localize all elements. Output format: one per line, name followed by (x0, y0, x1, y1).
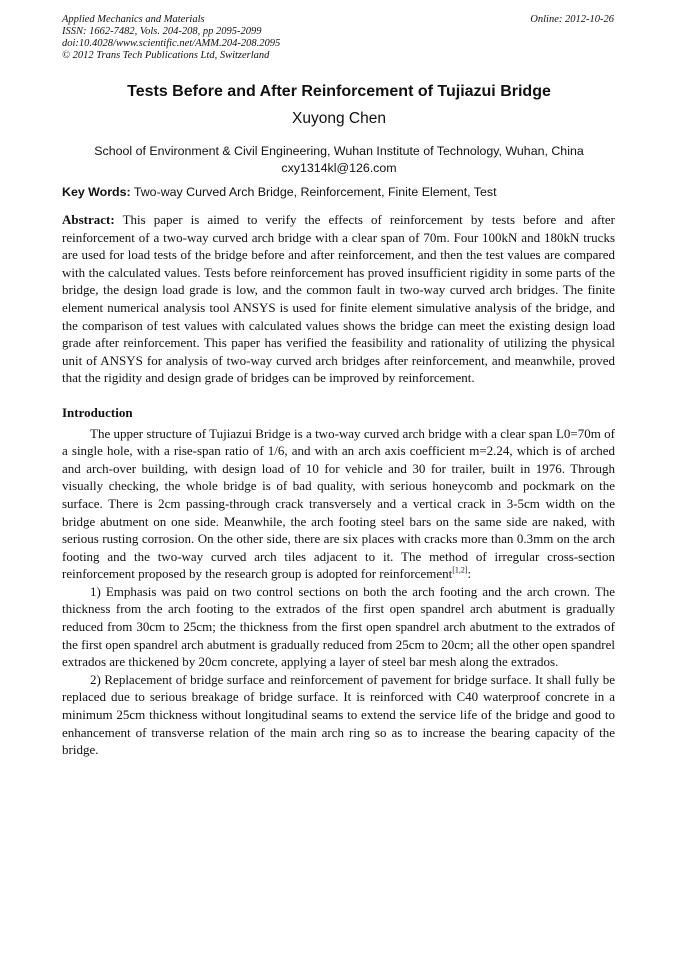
paper-body (62, 211, 615, 759)
journal-header (62, 14, 614, 62)
doi: doi:10.4028/www.scientific.net/AMM.204-208.2095 (62, 38, 281, 49)
email: cxy1314kl@126.com (281, 161, 397, 175)
keywords-label: Key Words: (62, 185, 131, 199)
intro-paragraph-1-text: The upper structure of Tujiazui Bridge is a two-way curved arch bridge with a clear span L0=70m of a single hole, with a rise-span ratio of 1/6, and with an arch axis coefficient m=2.24, which is of arched and arch-over building, with design load of 10 for vehicle and 30 for trailer, built in 1976. Through visually checking, the whole bridge is of bad quality, with serious honeycomb and pockmark on the surface. There is 2cm passing-through crack transversely and a vertical crack in 3-5cm width on the bridge abutment on one side. Meanwhile, the arch footing steel bars on the same side are naked, with serious rusting corrosion. On the other side, there are six places with cracks more than 0.3mm on the arch footing and the two-way curved arch tiles adjacent to it. The method of irregular cross-section reinforcement proposed by the research group is adopted for reinforcement (62, 425, 615, 582)
abstract-text: This paper is aimed to verify the effects of reinforcement by tests before and after reinforcement of a two-way curved arch bridge with a clear span of 70m. Four 100kN and 180kN trucks are used for load tests of the bridge before and after reinforcement, and then the test values are compared with the calculated values. Tests before reinforcement has proved insufficient rigidity in some parts of the bridge, the design load grade is low, and the common fault in two-way curved arch bridges. The finite element numerical analysis tool ANSYS is used for finite element simulative analysis of the bridge, and the comparison of test values with calculated values shows the bridge can meet the existing design load grade after reinforcement. This paper has verified the feasibility and rationality of utilizing the physical unit of ANSYS for analysis of two-way curved arch bridges after reinforcement, and meanwhile, proved that the rigidity and design grade of bridges can be improved by reinforcement. (62, 212, 616, 386)
intro-paragraph-1 (62, 425, 615, 583)
keywords (62, 185, 497, 199)
paper-title: Tests Before and After Reinforcement of Tujiazui Bridge (127, 83, 551, 100)
abstract (62, 211, 615, 387)
citation: [1,2] (452, 565, 468, 575)
journal-name: Applied Mechanics and Materials (62, 14, 205, 25)
online-date: Online: 2012-10-26 (530, 14, 614, 25)
affiliation-block (0, 143, 678, 177)
abstract-label: Abstract: (62, 212, 115, 227)
issn: ISSN: 1662-7482, Vols. 204-208, pp 2095-2099 (62, 26, 262, 37)
intro-paragraph-2: 1) Emphasis was paid on two control sections on both the arch footing and the arch crown. The thickness from the arch footing to the extrados of the first open spandrel arch abutment is gradually reduced from 30cm to 25cm; the thickness from the first open spandrel arch abutment to the extrados of the first open spandrel arch abutment is gradually reduced from 25cm to 20cm; all the other open spandrel extrados are thickened by 20cm concrete, applying a layer of steel bar mesh along the extrados. (62, 583, 615, 670)
affiliation: School of Environment & Civil Engineering, Wuhan Institute of Technology, Wuhan, China (94, 144, 584, 158)
keywords-text: Two-way Curved Arch Bridge, Reinforcement, Finite Element, Test (133, 185, 497, 199)
copyright: © 2012 Trans Tech Publications Ltd, Switzerland (62, 50, 270, 61)
author: Xuyong Chen (292, 110, 386, 127)
punctuation: : (467, 566, 472, 582)
intro-paragraph-3: 2) Replacement of bridge surface and reinforcement of pavement for bridge surface. It shall fully be replaced due to serious breakage of bridge surface. It is reinforced with C40 waterproof concrete in a minimum 25cm thickness without longitudinal seams to extend the service life of the bridge and good to enhancement of transverse relation of the main arch ring so as to increase the bearing capacity of the bridge. (62, 671, 615, 758)
section-heading-introduction: Introduction (62, 404, 133, 420)
